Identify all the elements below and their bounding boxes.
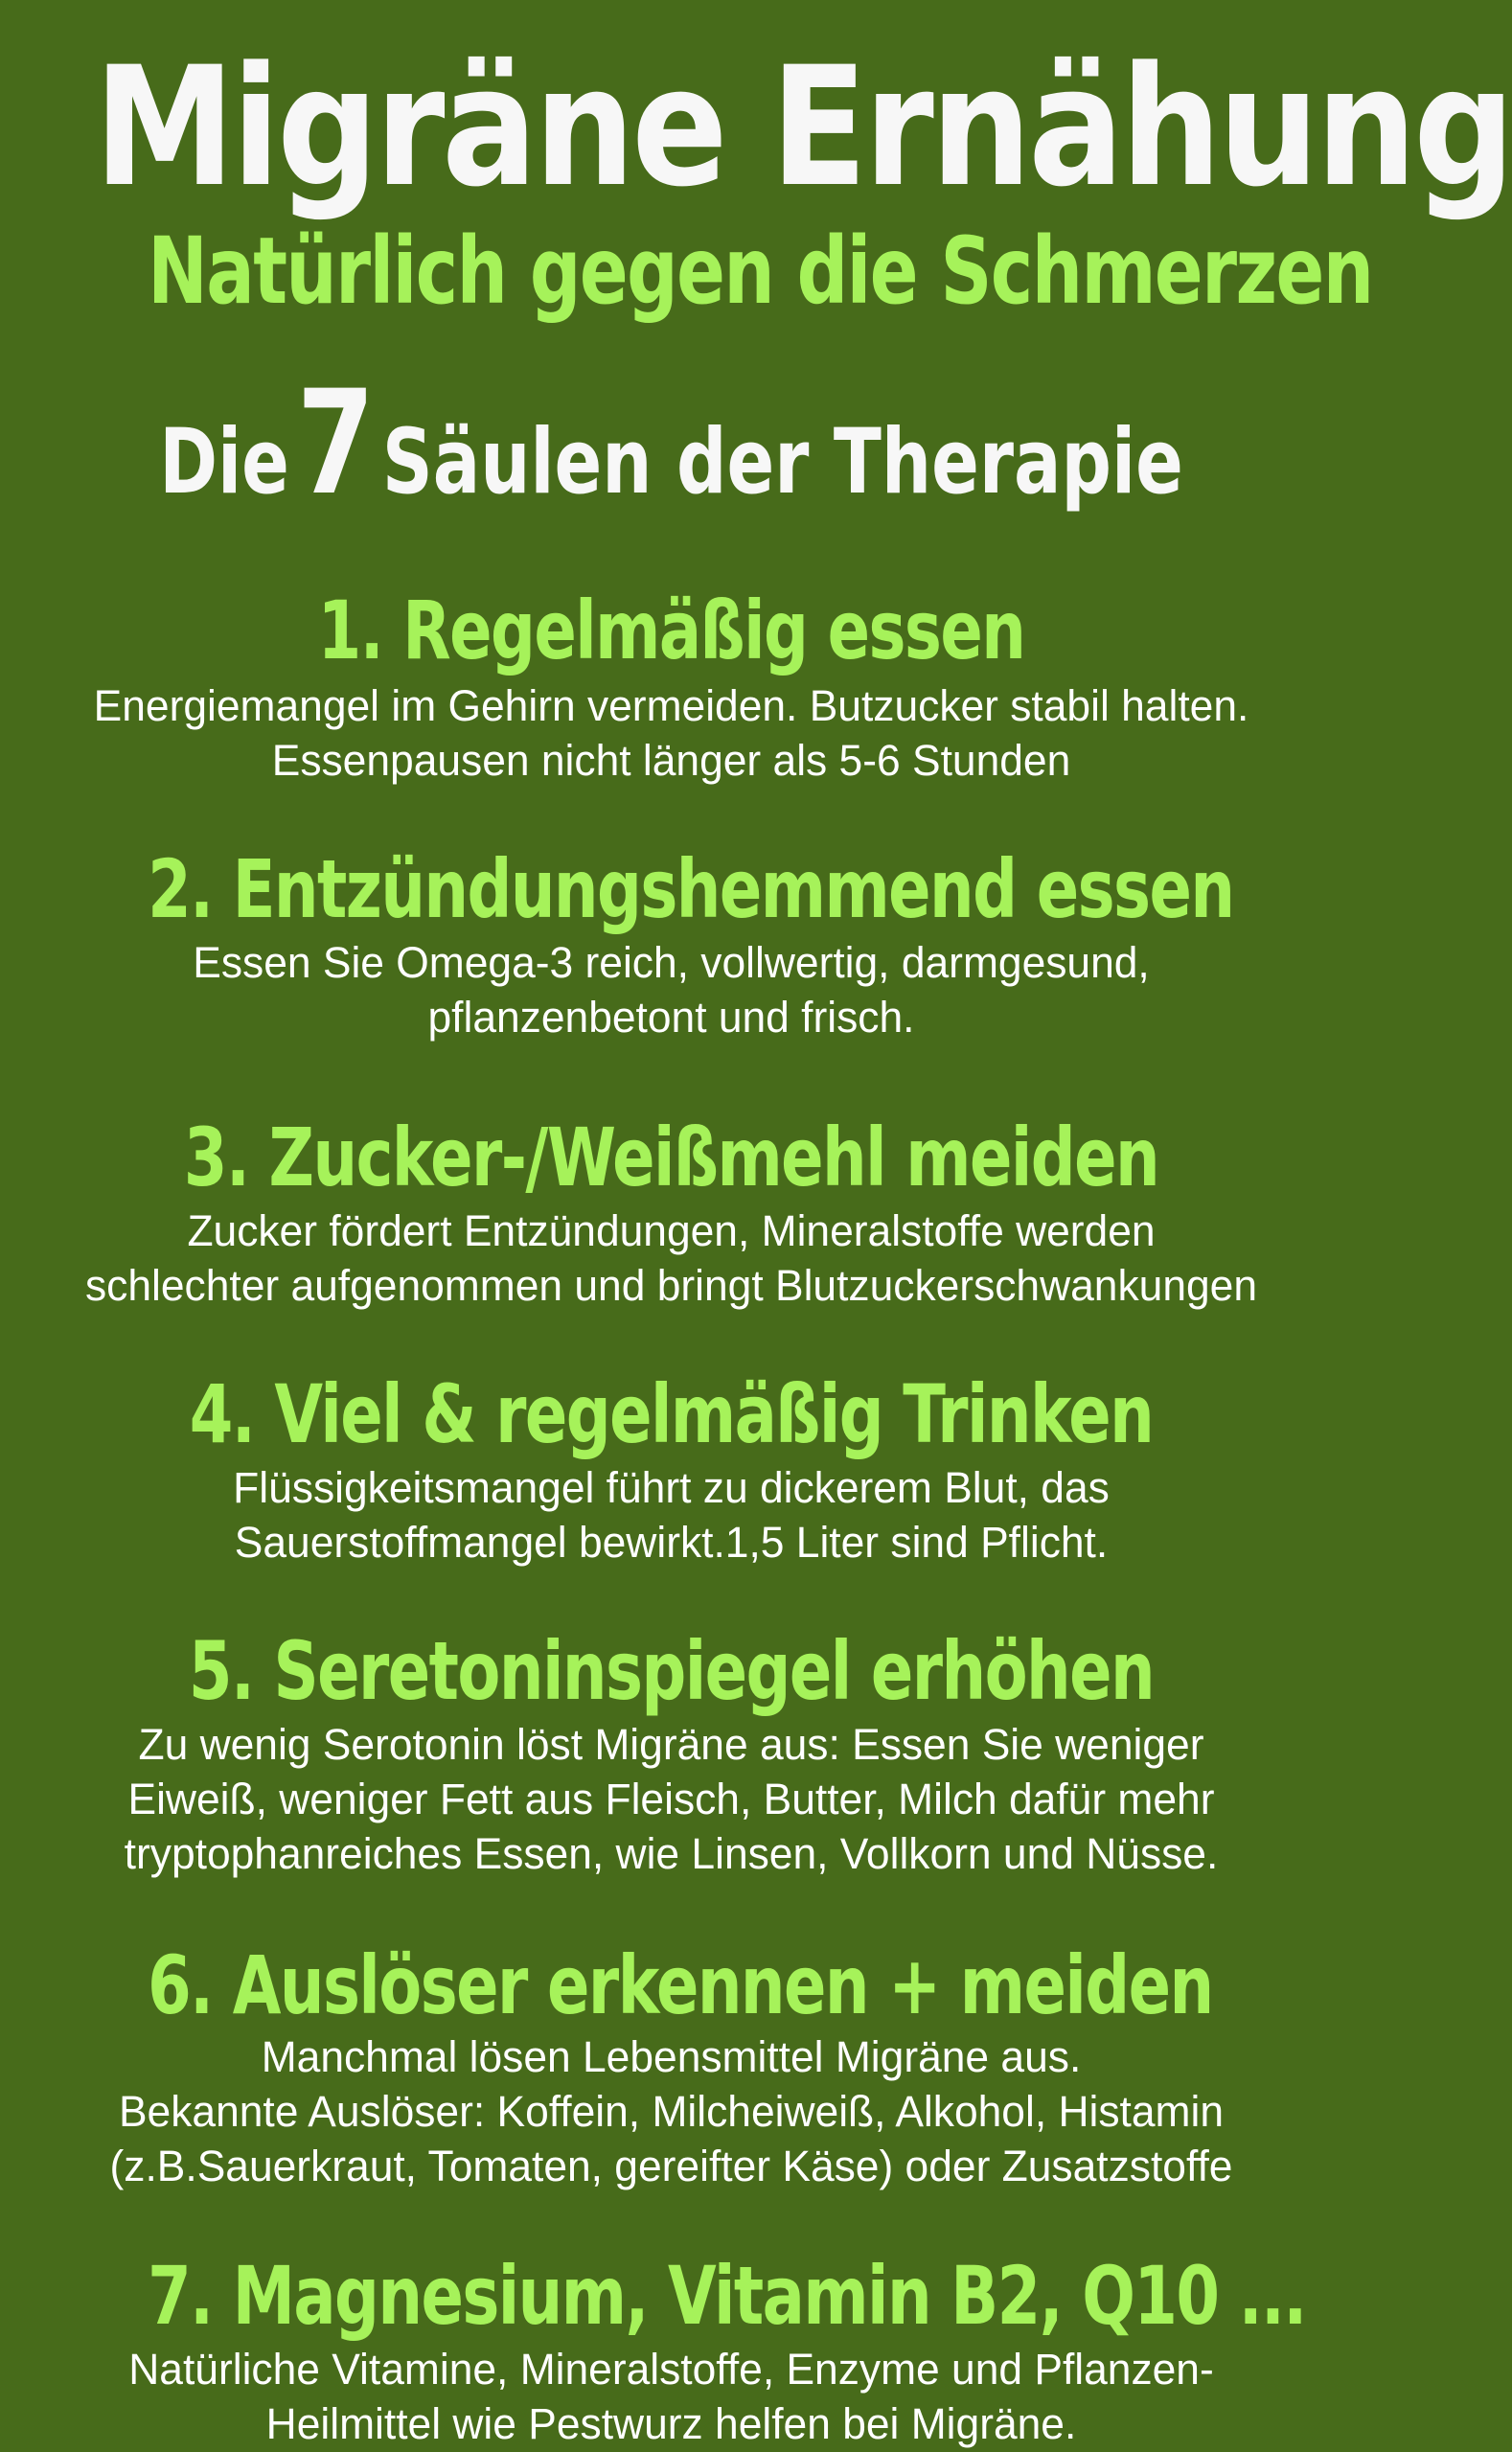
pillar-7-line-1: Natürliche Vitamine, Mineralstoffe, Enzyme und Pflanzen-	[128, 2345, 1214, 2394]
pillar-6-line-1: Manchmal lösen Lebensmittel Migräne aus.	[261, 2032, 1082, 2081]
pillar-4-text	[0, 1460, 1342, 1570]
pillar-1-line-1: Energiemangel im Gehirn vermeiden. Butzucker stabil halten.	[93, 681, 1249, 730]
pillar-5-line-1: Zu wenig Serotonin löst Migräne aus: Essen Sie weniger	[138, 1720, 1204, 1769]
pillar-3-line-2: schlechter aufgenommen und bringt Blutzuckerschwankungen	[84, 1261, 1258, 1310]
pillar-1-line-2: Essenpausen nicht länger als 5-6 Stunden	[271, 736, 1071, 785]
pillar-4-line-2: Sauerstoffmangel bewirkt.1,5 Liter sind Pflicht.	[234, 1518, 1109, 1567]
page-subtitle: Natürlich gegen die Schmerzen	[148, 218, 1373, 325]
heading-prefix: Die	[159, 410, 289, 515]
pillar-5-title: 5. Seretoninspiegel erhöhen	[188, 1624, 1155, 1718]
pillar-3-line-1: Zucker fördert Entzündungen, Mineralstoffe werden	[187, 1206, 1156, 1255]
pillar-7-title: 7. Magnesium, Vitamin B2, Q10 ...	[148, 2249, 1306, 2343]
pillar-6-text	[0, 2029, 1342, 2193]
pillar-6-line-3: (z.B.Sauerkraut, Tomaten, gereifter Käse) oder Zusatzstoffe	[109, 2142, 1233, 2190]
section-heading	[148, 360, 1195, 535]
pillar-2-title: 2. Entzündungshemmend essen	[148, 842, 1234, 936]
pillar-4-title: 4. Viel & regelmäßig Trinken	[189, 1367, 1154, 1461]
pillar-3-text	[0, 1203, 1342, 1313]
heading-suffix: Säulen der Therapie	[381, 410, 1183, 515]
pillar-7-text	[0, 2342, 1342, 2451]
pillar-7-line-2: Heilmittel wie Pestwurz helfen bei Migräne.	[265, 2399, 1077, 2448]
pillar-2-text	[0, 935, 1342, 1044]
pillar-2-line-1: Essen Sie Omega-3 reich, vollwertig, darmgesund,	[193, 938, 1150, 987]
pillar-6-title: 6. Auslöser erkennen + meiden	[148, 1938, 1213, 2032]
pillar-5-line-3: tryptophanreiches Essen, wie Linsen, Vollkorn und Nüsse.	[124, 1829, 1219, 1878]
heading-number: 7	[296, 360, 376, 527]
pillar-5-text	[0, 1717, 1342, 1881]
pillar-5-line-2: Eiweiß, weniger Fett aus Fleisch, Butter, Milch dafür mehr	[127, 1775, 1215, 1823]
pillar-4-line-1: Flüssigkeitsmangel führt zu dickerem Blut, das	[233, 1463, 1110, 1512]
pillar-1-text	[0, 678, 1342, 788]
page-title: Migräne Ernähung	[94, 31, 1512, 223]
pillar-6-line-2: Bekannte Auslöser: Koffein, Milcheiweiß, Alkohol, Histamin	[118, 2087, 1225, 2136]
pillar-2-line-2: pflanzenbetont und frisch.	[427, 993, 915, 1042]
pillar-3-title: 3. Zucker-/Weißmehl meiden	[183, 1111, 1159, 1204]
pillar-1-title: 1. Regelmäßig essen	[317, 584, 1025, 677]
